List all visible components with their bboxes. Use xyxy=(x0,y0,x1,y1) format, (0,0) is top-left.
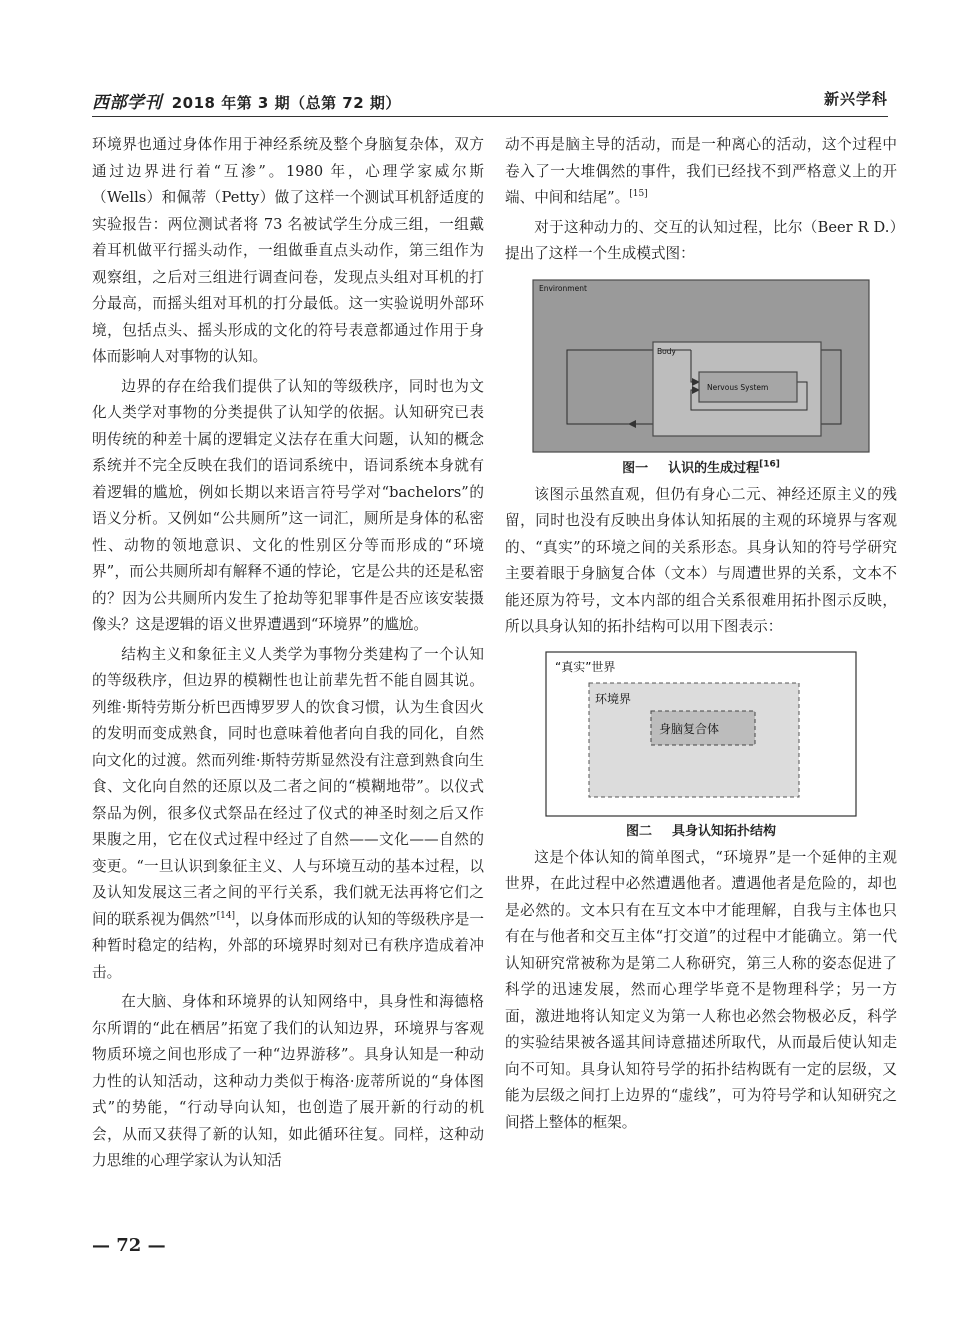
paragraph: 对于这种动力的、交互的认知过程，比尔（Beer R D.）提出了这样一个生成模式图： xyxy=(505,218,897,262)
paragraph: 边界的存在给我们提供了认知的等级秩序，同时也为文化人类学对事物的分类提供了认知学的依据。认知研究已表明传统的种差十属的逻辑定义法存在重大问题，认知的概念系统并不完全反映在我们的语词系统中，语词系统本身就有着逻辑的尴尬，例如长期以来语言符号学对“bachelors”的语义分析。又例如“公共厕所”这一词汇，厕所是身体的私密性、动物的领地意识、文化的性别区分等而形成的“环境界”，而公共厕所却有解释不通的悖论，它是公共的还是私密的？因为公共厕所内发生了抢劫等犯罪事件是否应该安装摄像头？这是逻辑的语义世界遭遇到“环境界”的尴尬。 xyxy=(92,377,484,633)
figure-2-svg xyxy=(545,651,857,817)
journal-logo: 西部学刊 xyxy=(92,93,162,113)
figure-1-svg xyxy=(531,278,871,454)
paragraph xyxy=(505,132,897,212)
paragraph: 这是个体认知的简单图式，“环境界”是一个延伸的主观世界，在此过程中必然遭遇他者。遭遇他者是危险的，却也是必然的。文本只有在互文本中才能理解，自我与主体也只有在与他者和交互主体“打交道”的过程中才能确立。第一代认知研究常被称为是第二人称研究，第三人称的姿态促进了科学的迅速发展，然而心理学毕竟不是物理科学；另一方面，激进地将认知定义为第一人称也必然会物极必反，科学的实验结果被各遥其间诗意描述所取代，从而最后使认知走向不可知。具身认知符号学的拓扑结构既有一定的层级，又能为层级之间打上边界的“虚线”，可为符号学和认知研究之间搭上整体的框架。 xyxy=(505,848,897,1131)
paragraph-text: 结构主义和象征主义人类学为事物分类建构了一个认知的等级秩序，但边界的模糊性也让前辈先哲不能自圆其说。列维·斯特劳斯分析巴西博罗罗人的饮食习惯，认为生食因火的发明而变成熟食，同时也意味着他者向自我的同化，自然向文化的过渡。然而列维·斯特劳斯显然没有注意到熟食向生食、文化向自然的还原以及二者之间的“模糊地带”。以仪式祭品为例，很多仪式祭品在经过了仪式的神圣时刻之后又作果腹之用，它在仪式过程中经过了自然——文化——自然的变更。“一旦认识到象征主义、人与环境互动的基本过程，以及认知发展这三者之间的平行关系，我们就无法再将它们之间的联系视为偶然” xyxy=(92,645,484,928)
figure-1-caption xyxy=(505,458,897,480)
figure-2-number: 图二 xyxy=(625,823,652,839)
figure-2-diagram xyxy=(545,651,857,817)
environment-label: Environment xyxy=(539,283,587,293)
citation-16: [16] xyxy=(759,459,780,470)
body-brain-complex-label: 身脑复合体 xyxy=(659,721,720,736)
figure-1-title: 认识的生成过程 xyxy=(668,460,760,476)
figure-2-caption xyxy=(505,821,897,843)
paragraph: 该图示虽然直观，但仍有身心二元、神经还原主义的残留，同时也没有反映出身体认知拓展的主观的环境界与客观的、“真实”的环境之间的关系形态。具身认知的符号学研究主要着眼于身脑复合体（文本）与周遭世界的关系，文本不能还原为符号，文本内部的组合关系很难用拓扑图示反映，所以具身认知的拓扑结构可以用下图表示： xyxy=(505,485,897,635)
section-title: 新兴学科 xyxy=(823,90,888,108)
real-world-label: “真实”世界 xyxy=(555,659,616,674)
body-label: Body xyxy=(657,346,676,356)
paragraph: 在大脑、身体和环境界的认知网络中，具身性和海德格尔所谓的“此在栖居”拓宽了我们的认知边界，环境界与客观物质环境之间也形成了一种“边界游移”。具身认知是一种动力性的认知活动，这种动力类似于梅洛·庞蒂所说的“身体图式”的势能，“行动导向认知，也创造了展开新的行动的机会，从而又获得了新的认知，如此循环往复。同样，这种动力思维的心理学家认为认知活 xyxy=(92,993,484,1169)
nervous-system-label: Nervous System xyxy=(707,382,769,392)
journal-issue: 2018 年第 3 期（总第 72 期） xyxy=(171,94,401,112)
figure-2-title: 具身认知拓扑结构 xyxy=(672,823,777,839)
journal-title xyxy=(92,88,401,113)
paragraph xyxy=(92,642,484,987)
paragraph-text: ，以身体而形成的认知的等级秩序是一种暂时稳定的结构，外部的环境界时刻对已有秩序造成着冲击。 xyxy=(92,910,484,981)
paragraph: 环境界也通过身体作用于神经系统及整个身脑复杂体，双方通过边界进行着“互渗”。1980 年，心理学家威尔斯（Wells）和佩蒂（Petty）做了这样一个测试耳机舒适度的实验报告：两位测试者将 73 名被试学生分成三组，一组戴着耳机做平行摇头动作，一组做垂直点头动作，第三组作为观察组，之后对三组进行调查问卷，发现点头组对耳机的打分最高，而摇头组对耳机的打分最低。这一实验说明外部环境，包括点头、摇头形成的文化的符号表意都通过作用于身体而影响人对事物的认知。 xyxy=(92,136,484,365)
citation-14: [14] xyxy=(216,910,236,921)
left-column xyxy=(92,132,484,1175)
citation-15: [15] xyxy=(629,189,648,200)
page-header xyxy=(92,82,888,117)
figure-1-diagram xyxy=(531,278,871,454)
page-number: — 72 — xyxy=(92,1235,166,1256)
figure-1-number: 图一 xyxy=(622,460,649,476)
umwelt-label: 环境界 xyxy=(595,691,632,706)
right-column xyxy=(505,132,897,1136)
paragraph-text: 动不再是脑主导的活动，而是一种离心的活动，这个过程中卷入了一大堆偶然的事件，我们已经找不到严格意义上的开端、中间和结尾”。 xyxy=(505,136,897,206)
